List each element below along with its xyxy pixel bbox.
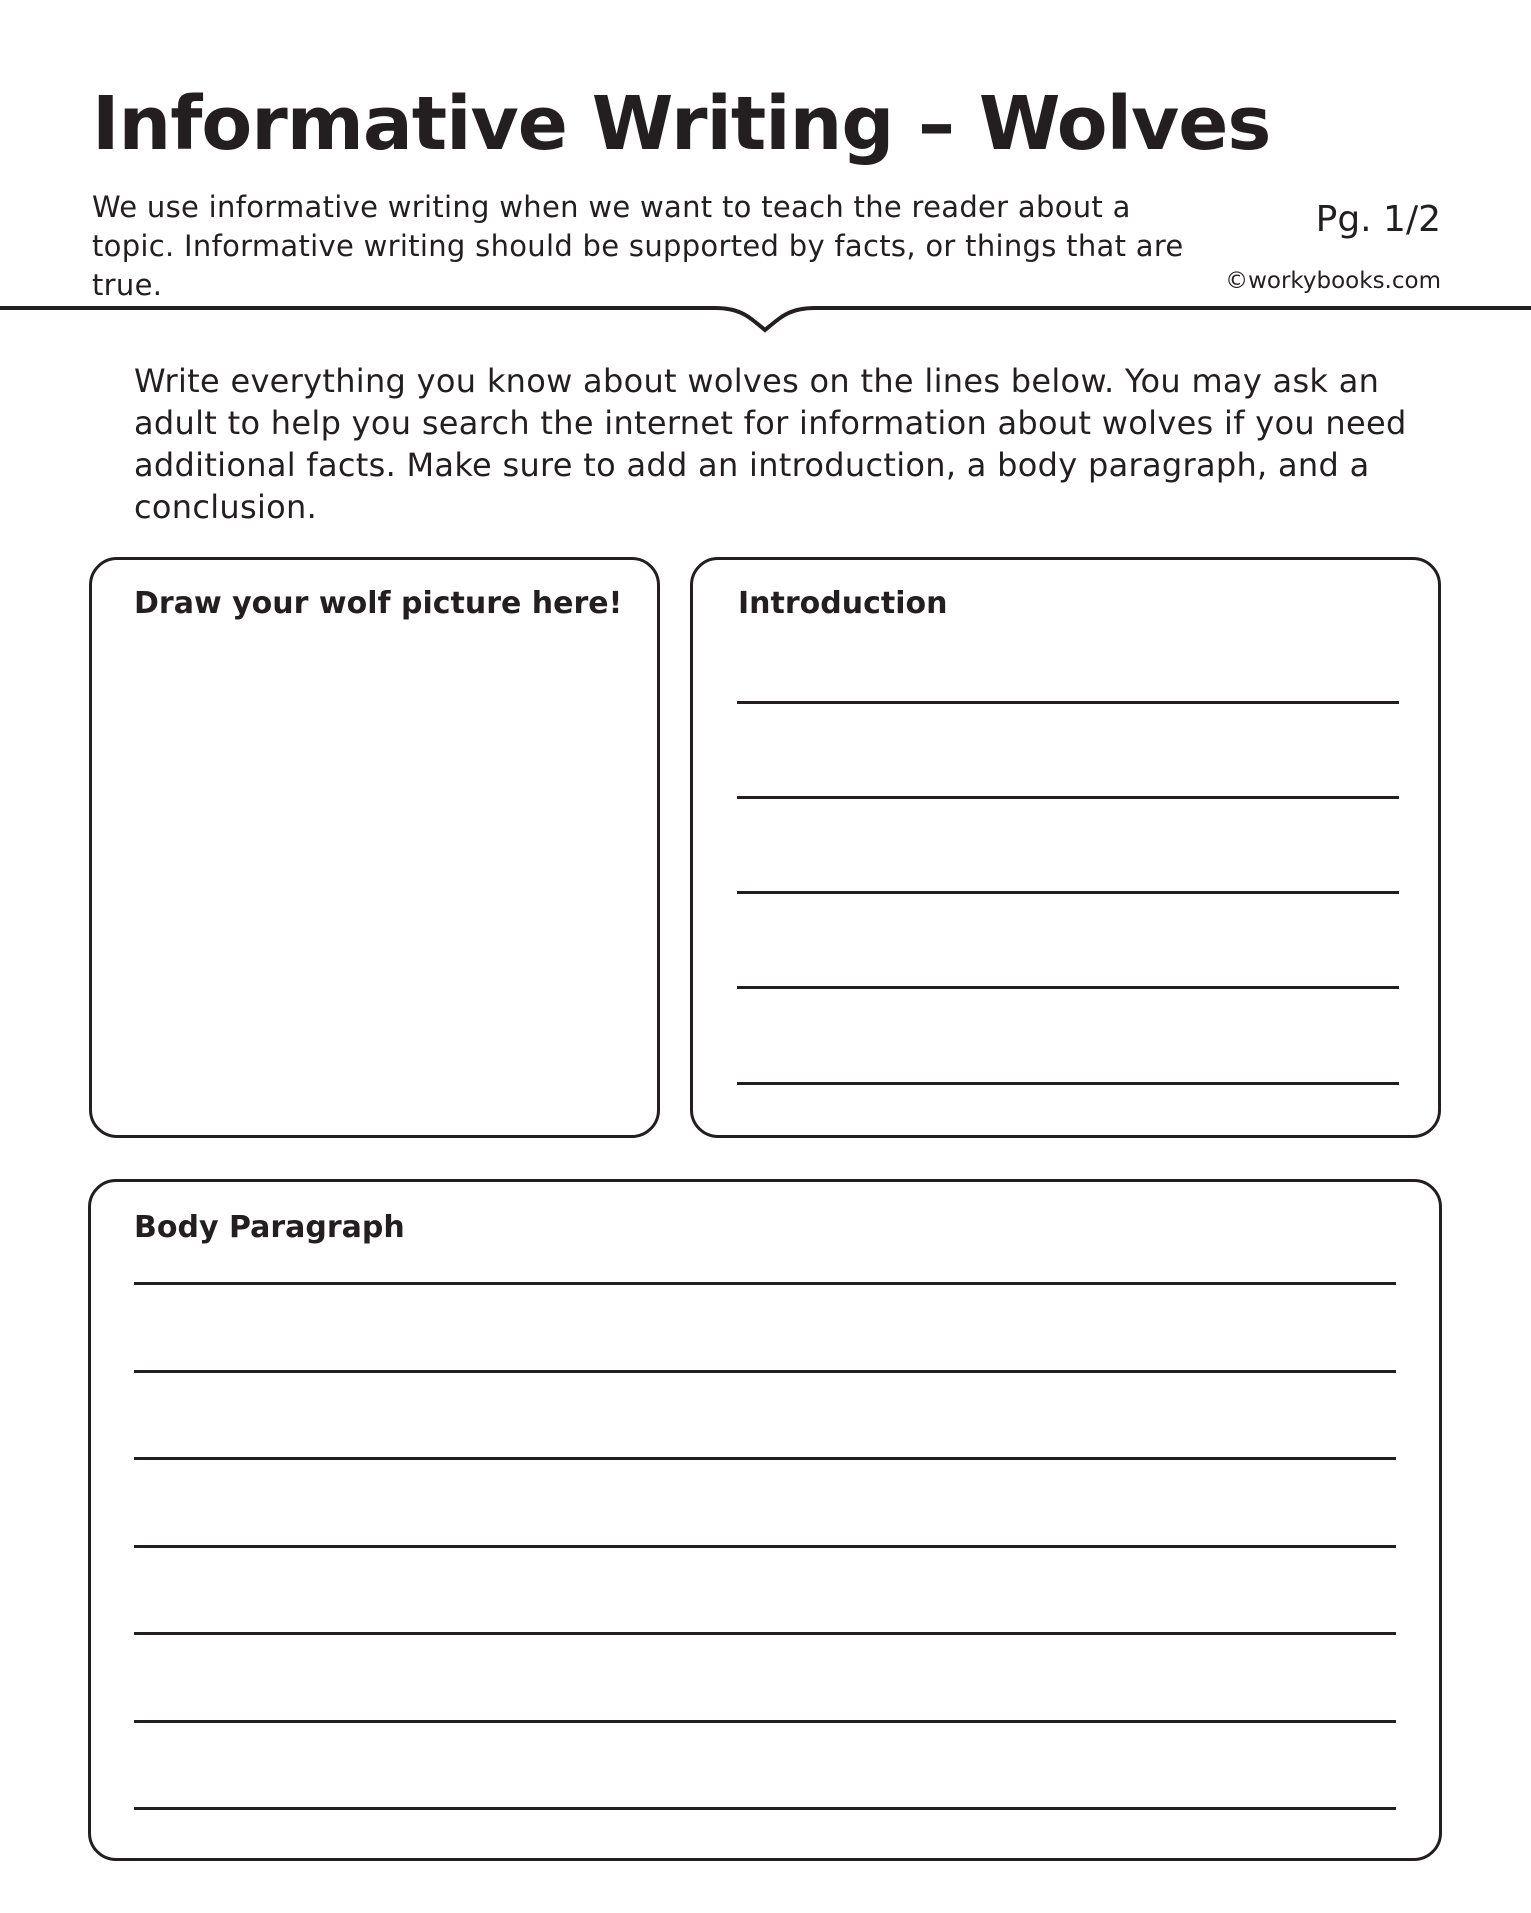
body-writing-line[interactable]	[134, 1545, 1396, 1548]
body-writing-line[interactable]	[134, 1282, 1396, 1285]
introduction-writing-line[interactable]	[737, 986, 1399, 989]
drawing-box-label: Draw your wolf picture here!	[134, 586, 623, 621]
introduction-box	[690, 557, 1441, 1138]
body-writing-line[interactable]	[134, 1370, 1396, 1373]
page-number: Pg. 1/2	[1315, 199, 1441, 240]
introduction-writing-line[interactable]	[737, 701, 1399, 704]
instructions-text: Write everything you know about wolves on the lines below. You may ask an adult to help you search the internet for information about wolves if you need additional facts. Make sure to add an introduction, a body paragraph, and a conclusion.	[134, 362, 1407, 526]
introduction-writing-line[interactable]	[737, 891, 1399, 894]
introduction-label: Introduction	[738, 586, 948, 621]
body-writing-line[interactable]	[134, 1720, 1396, 1723]
header-divider	[0, 290, 1531, 340]
description-text: We use informative writing when we want to teach the reader about a topic. Informative writing should be supported by facts, or things that are true.	[92, 190, 1184, 302]
introduction-writing-line[interactable]	[737, 796, 1399, 799]
introduction-writing-line[interactable]	[737, 1082, 1399, 1085]
page-title: Informative Writing – Wolves	[92, 81, 1271, 167]
copyright-text: ©workybooks.com	[1225, 268, 1441, 294]
body-writing-line[interactable]	[134, 1457, 1396, 1460]
body-writing-line[interactable]	[134, 1807, 1396, 1810]
drawing-box[interactable]	[89, 557, 660, 1138]
body-paragraph-label: Body Paragraph	[134, 1210, 405, 1245]
body-paragraph-box	[88, 1179, 1442, 1861]
body-writing-line[interactable]	[134, 1632, 1396, 1635]
